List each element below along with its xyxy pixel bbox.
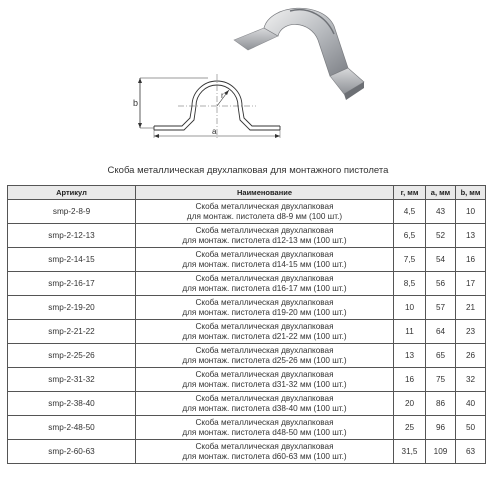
cell-name: [136, 344, 394, 368]
table-row: [8, 272, 486, 296]
table-row: [8, 416, 486, 440]
cell-article: smp-2-31-32: [8, 368, 136, 392]
name-line-2: для монтаж. пистолета d48-50 мм (100 шт.): [182, 427, 347, 437]
cell-a: 64: [426, 320, 456, 344]
cell-name: [136, 200, 394, 224]
name-line-1: Скоба металлическая двухлапковая: [195, 417, 334, 427]
clamp-photo: [230, 2, 365, 102]
name-line-1: Скоба металлическая двухлапковая: [195, 297, 334, 307]
dim-b-label: b: [133, 98, 139, 108]
cell-b: 40: [456, 392, 486, 416]
table-row: [8, 320, 486, 344]
cell-b: 16: [456, 248, 486, 272]
cell-article: smp-2-48-50: [8, 416, 136, 440]
table-row: [8, 344, 486, 368]
name-line-2: для монтаж. пистолета d8-9 мм (100 шт.): [186, 211, 343, 221]
cell-article: smp-2-38-40: [8, 392, 136, 416]
name-line-2: для монтаж. пистолета d25-26 мм (100 шт.): [182, 355, 347, 365]
cell-a: 52: [426, 224, 456, 248]
cell-b: 26: [456, 344, 486, 368]
product-caption: Скоба металлическая двухлапковая для монтажного пистолета: [107, 165, 389, 176]
cell-r: 8,5: [394, 272, 426, 296]
table-row: [8, 440, 486, 464]
cell-article: smp-2-14-15: [8, 248, 136, 272]
name-line-2: для монтаж. пистолета d60-63 мм (100 шт.): [182, 451, 347, 461]
cell-article: smp-2-21-22: [8, 320, 136, 344]
name-line-2: для монтаж. пистолета d21-22 мм (100 шт.): [182, 331, 347, 341]
cell-article: smp-2-12-13: [8, 224, 136, 248]
cell-a: 109: [426, 440, 456, 464]
name-line-2: для монтаж. пистолета d16-17 мм (100 шт.): [182, 283, 347, 293]
cell-article: smp-2-19-20: [8, 296, 136, 320]
cell-a: 75: [426, 368, 456, 392]
cell-b: 10: [456, 200, 486, 224]
cell-article: smp-2-16-17: [8, 272, 136, 296]
cell-a: 57: [426, 296, 456, 320]
cell-a: 56: [426, 272, 456, 296]
cell-r: 4,5: [394, 200, 426, 224]
cell-b: 21: [456, 296, 486, 320]
cell-r: 20: [394, 392, 426, 416]
table-body: [8, 200, 486, 464]
cell-name: [136, 416, 394, 440]
cell-a: 65: [426, 344, 456, 368]
name-line-2: для монтаж. пистолета d38-40 мм (100 шт.): [182, 403, 347, 413]
name-line-2: для монтаж. пистолета d31-32 мм (100 шт.): [182, 379, 347, 389]
name-line-1: Скоба металлическая двухлапковая: [195, 201, 334, 211]
cell-a: 43: [426, 200, 456, 224]
cell-b: 63: [456, 440, 486, 464]
cell-name: [136, 224, 394, 248]
cell-article: smp-2-25-26: [8, 344, 136, 368]
cell-a: 96: [426, 416, 456, 440]
spec-table: [7, 185, 486, 464]
dim-a-label: a: [212, 127, 217, 136]
cell-r: 7,5: [394, 248, 426, 272]
cell-a: 54: [426, 248, 456, 272]
table-row: [8, 368, 486, 392]
cell-b: 50: [456, 416, 486, 440]
cell-r: 25: [394, 416, 426, 440]
cell-r: 6,5: [394, 224, 426, 248]
name-line-1: Скоба металлическая двухлапковая: [195, 249, 334, 259]
header-b: b, мм: [456, 186, 486, 200]
table-row: [8, 392, 486, 416]
header-a: a, мм: [426, 186, 456, 200]
cell-name: [136, 248, 394, 272]
name-line-1: Скоба металлическая двухлапковая: [195, 345, 334, 355]
cell-a: 86: [426, 392, 456, 416]
name-line-1: Скоба металлическая двухлапковая: [195, 369, 334, 379]
name-line-2: для монтаж. пистолета d14-15 мм (100 шт.): [182, 259, 347, 269]
cell-b: 32: [456, 368, 486, 392]
name-line-1: Скоба металлическая двухлапковая: [195, 441, 334, 451]
header-article: Артикул: [8, 186, 136, 200]
name-line-1: Скоба металлическая двухлапковая: [195, 225, 334, 235]
cell-name: [136, 320, 394, 344]
table-row: [8, 296, 486, 320]
table-row: [8, 248, 486, 272]
name-line-2: для монтаж. пистолета d19-20 мм (100 шт.): [182, 307, 347, 317]
name-line-1: Скоба металлическая двухлапковая: [195, 393, 334, 403]
cell-b: 13: [456, 224, 486, 248]
cell-name: [136, 272, 394, 296]
table-row: [8, 200, 486, 224]
name-line-2: для монтаж. пистолета d12-13 мм (100 шт.): [182, 235, 347, 245]
cell-r: 13: [394, 344, 426, 368]
cell-name: [136, 296, 394, 320]
name-line-1: Скоба металлическая двухлапковая: [195, 321, 334, 331]
table-header-row: [8, 186, 486, 200]
header-r: r, мм: [394, 186, 426, 200]
cell-r: 10: [394, 296, 426, 320]
cell-name: [136, 368, 394, 392]
header-name: Наименование: [136, 186, 394, 200]
cell-r: 31,5: [394, 440, 426, 464]
table-row: [8, 224, 486, 248]
cell-name: [136, 440, 394, 464]
cell-b: 23: [456, 320, 486, 344]
dim-r-label: r: [221, 91, 224, 100]
cell-name: [136, 392, 394, 416]
cell-b: 17: [456, 272, 486, 296]
cell-r: 16: [394, 368, 426, 392]
cell-r: 11: [394, 320, 426, 344]
cell-article: smp-2-8-9: [8, 200, 136, 224]
cell-article: smp-2-60-63: [8, 440, 136, 464]
name-line-1: Скоба металлическая двухлапковая: [195, 273, 334, 283]
